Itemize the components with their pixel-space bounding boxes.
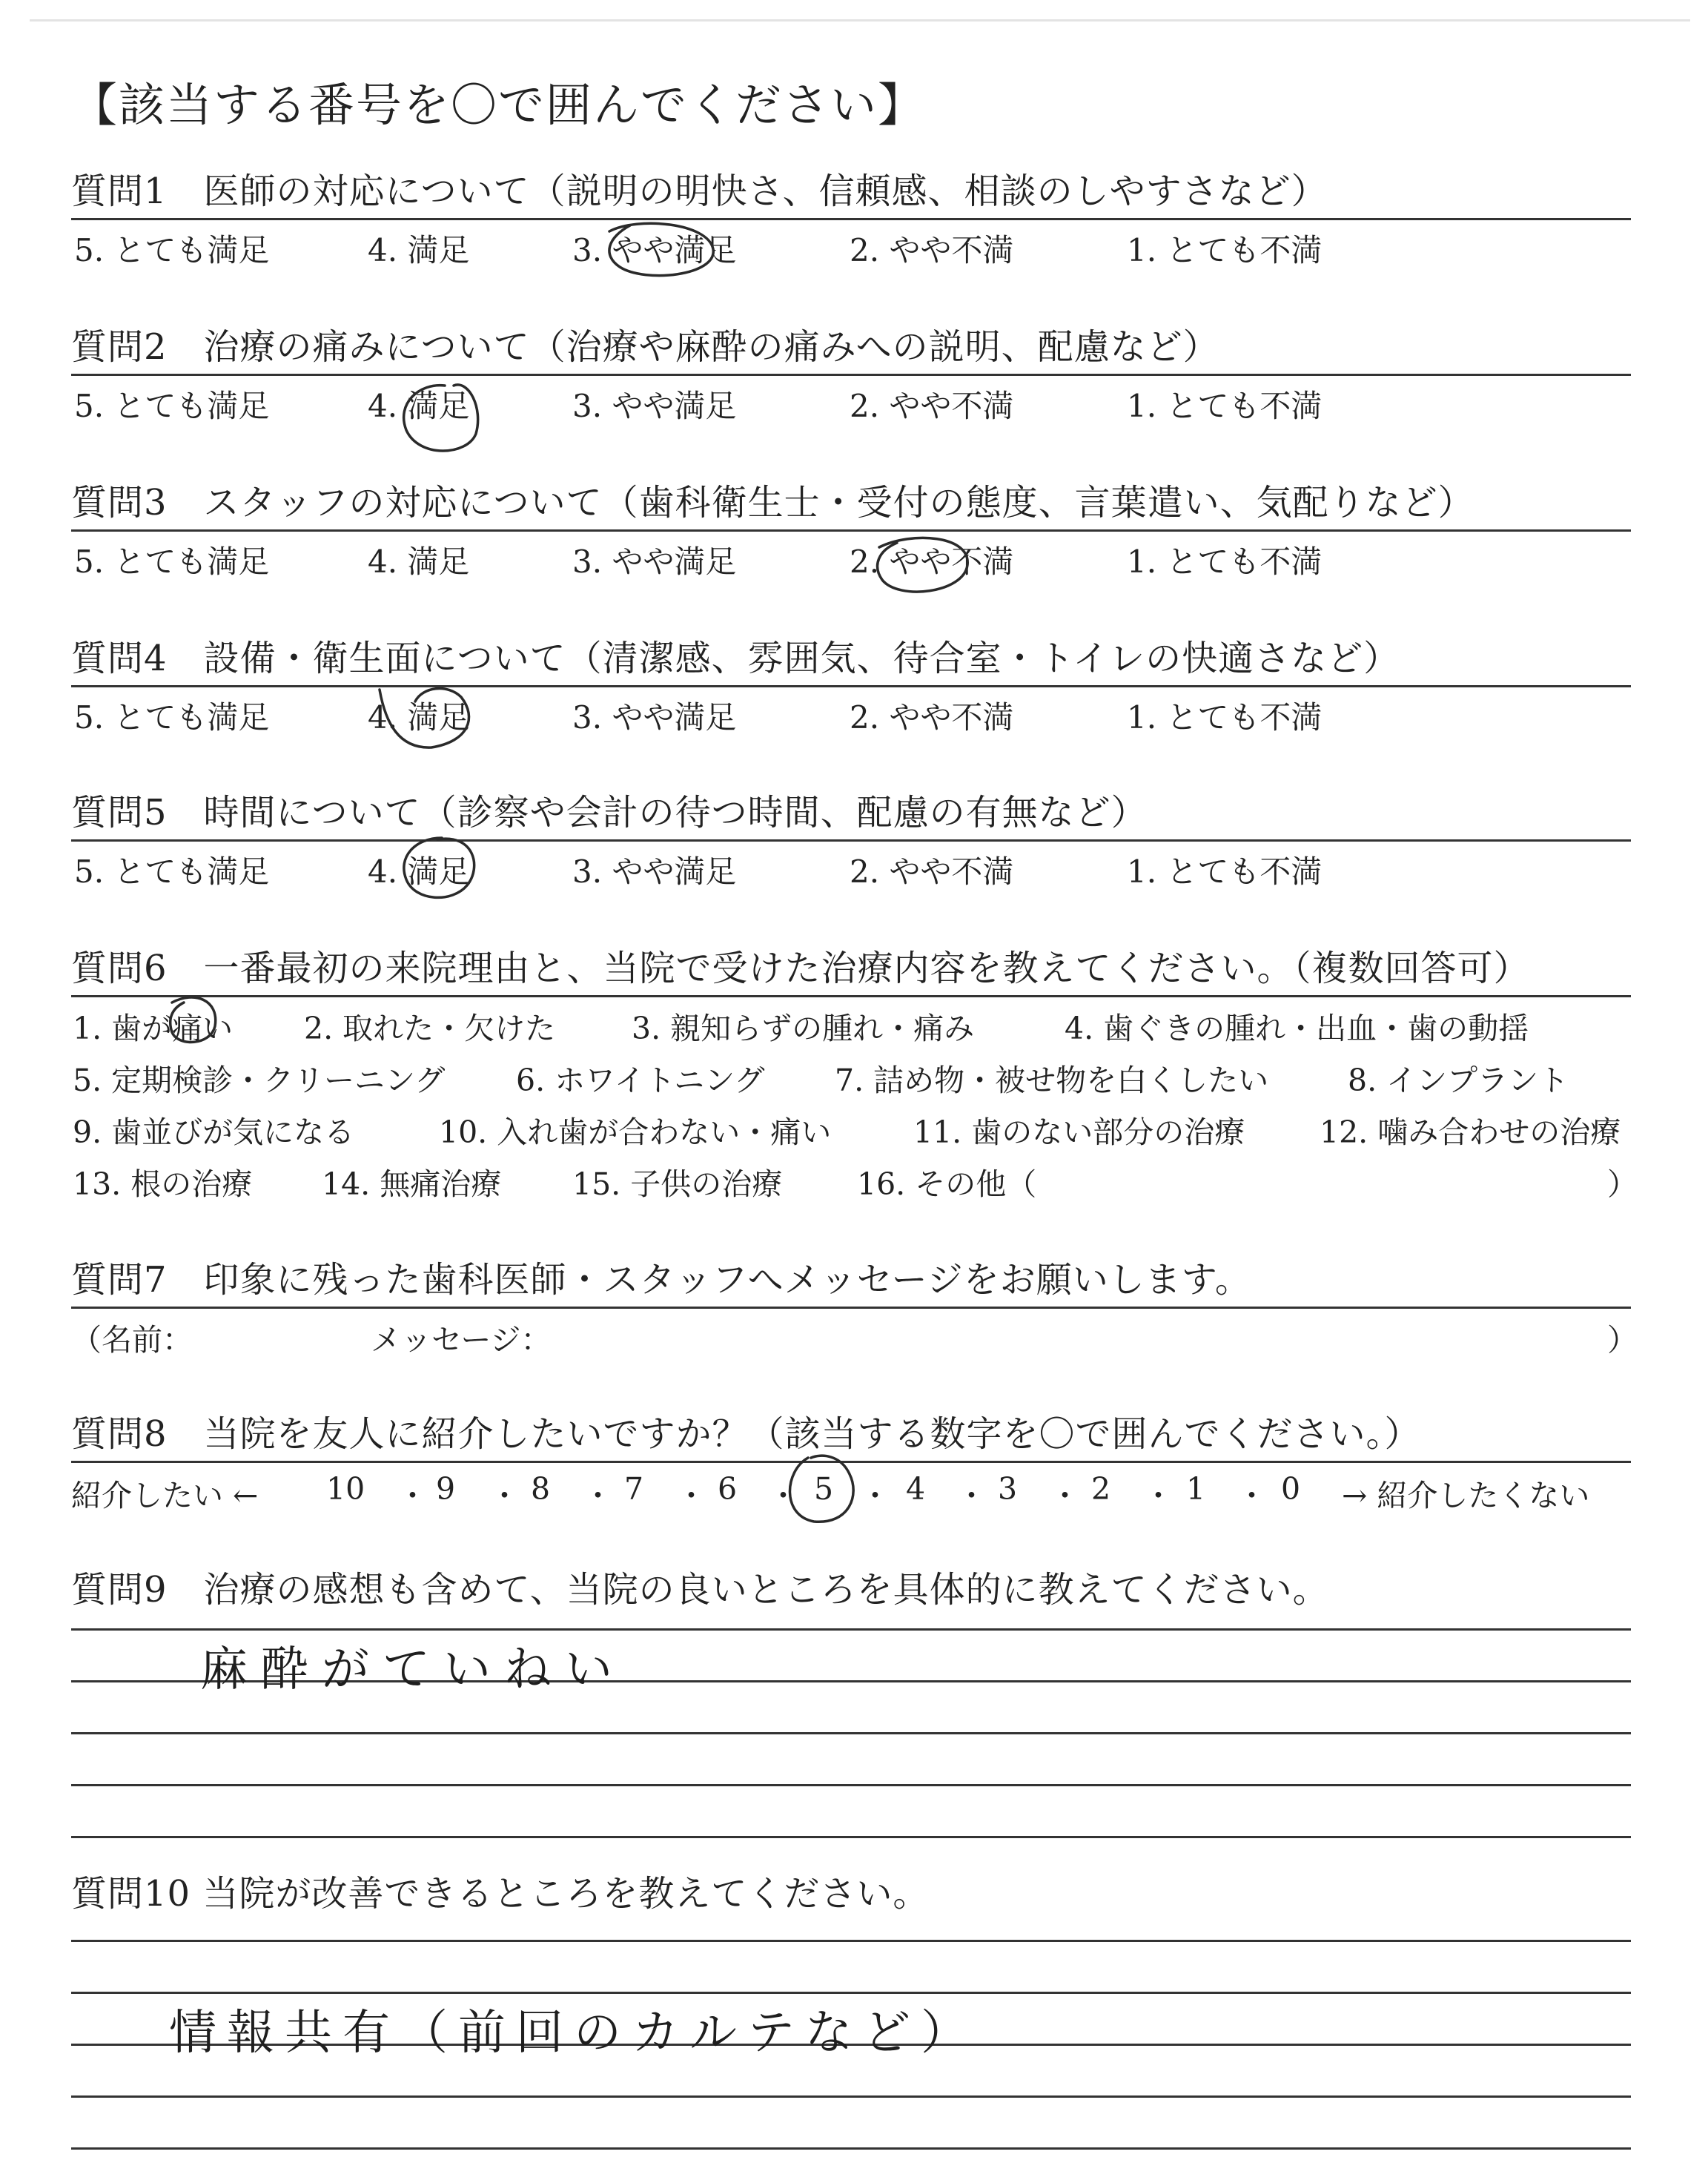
scale-dot: ・ [583,1478,613,1513]
option-3[interactable]: 3. やや満足 [572,232,737,268]
question-9-title: 質問9 治療の感想も含めて、当院の良いところを具体的に教えてください。 [71,1569,1329,1611]
choice-13[interactable]: 13. 根の治療 [73,1166,253,1202]
option-5[interactable]: 5. とても満足 [74,699,270,736]
choice-8[interactable]: 8. インプラント [1348,1063,1569,1098]
scale-6[interactable]: 6 [718,1471,738,1507]
question-2-title: 質問2 治療の痛みについて（治療や麻酔の痛みへの説明、配慮など） [71,325,1631,376]
option-4[interactable]: 4. 満足 [368,853,470,890]
scale-7[interactable]: 7 [624,1471,644,1507]
scale-dot: ・ [397,1478,428,1513]
scale-9[interactable]: 9 [436,1471,456,1507]
q4-selection-circle [380,689,469,748]
other-close-paren: ） [1607,1166,1638,1202]
scale-10[interactable]: 10 [326,1471,365,1507]
message-close-paren: ） [1607,1322,1638,1358]
scale-dot: ・ [676,1478,706,1513]
choice-14[interactable]: 14. 無痛治療 [322,1166,502,1202]
scale-4[interactable]: 4 [906,1471,926,1507]
choice-10[interactable]: 10. 入れ歯が合わない・痛い [439,1114,832,1150]
option-2[interactable]: 2. やや不満 [850,699,1014,736]
scale-dot: ・ [1143,1478,1174,1513]
q5-selection-circle [404,838,474,897]
scale-3[interactable]: 3 [998,1471,1018,1507]
scale-left-label: 紹介したい ← [71,1478,259,1513]
question-1-title: 質問1 医師の対応について（説明の明快さ、信頼感、相談のしやすさなど） [71,169,1631,220]
choice-12[interactable]: 12. 噛み合わせの治療 [1320,1114,1621,1150]
scale-1[interactable]: 1 [1186,1471,1206,1507]
scale-dot: ・ [489,1478,520,1513]
question-8-title: 質問8 当院を友人に紹介したいですか？（該当する数字を〇で囲んでください。） [71,1412,1631,1463]
choice-5[interactable]: 5. 定期検診・クリーニング [73,1063,446,1098]
option-5[interactable]: 5. とても満足 [74,544,270,580]
option-1[interactable]: 1. とても不満 [1127,232,1323,268]
choice-16-other[interactable]: 16. その他（ [857,1166,1037,1202]
option-1[interactable]: 1. とても不満 [1127,699,1323,736]
option-3[interactable]: 3. やや満足 [572,388,737,424]
scale-5[interactable]: 5 [814,1471,834,1507]
q2-selection-circle [404,385,478,451]
scale-dot: ・ [1050,1478,1080,1513]
scale-2[interactable]: 2 [1091,1471,1111,1507]
q1-selection-circle [609,223,713,275]
question-10-title: 質問10 当院が改善できるところを教えてください。 [71,1873,930,1915]
option-1[interactable]: 1. とても不満 [1127,853,1323,890]
choice-6[interactable]: 6. ホワイトニング [516,1063,765,1098]
option-1[interactable]: 1. とても不満 [1127,388,1323,424]
scale-8[interactable]: 8 [531,1471,551,1507]
option-2[interactable]: 2. やや不満 [850,853,1014,890]
scale-dot: ・ [768,1478,798,1513]
choice-15[interactable]: 15. 子供の治療 [572,1166,783,1202]
option-4[interactable]: 4. 満足 [368,544,470,580]
question-5-title: 質問5 時間について（診察や会計の待つ時間、配慮の有無など） [71,790,1631,842]
option-5[interactable]: 5. とても満足 [74,388,270,424]
question-3-title: 質問3 スタッフの対応について（歯科衛生士・受付の態度、言葉遣い、気配りなど） [71,480,1631,532]
option-5[interactable]: 5. とても満足 [74,853,270,890]
scale-0[interactable]: 0 [1281,1471,1301,1507]
option-1[interactable]: 1. とても不満 [1127,544,1323,580]
scale-right-label: → 紹介したくない [1342,1478,1590,1513]
option-2[interactable]: 2. やや不満 [850,544,1014,580]
option-4[interactable]: 4. 満足 [368,232,470,268]
option-5[interactable]: 5. とても満足 [74,232,270,268]
scale-dot: ・ [860,1478,890,1513]
q3-selection-circle [878,538,968,592]
q9-handwritten-answer[interactable]: 麻酔がていねい [200,1642,626,1697]
choice-3[interactable]: 3. 親知らずの腫れ・痛み [632,1011,975,1046]
option-2[interactable]: 2. やや不満 [850,232,1014,268]
name-label: （名前： [71,1322,193,1358]
option-2[interactable]: 2. やや不満 [850,388,1014,424]
q10-handwritten-answer[interactable]: 情報共有（前回のカルテなど） [169,2006,979,2061]
q6-selection-circle [171,997,216,1042]
choice-2[interactable]: 2. 取れた・欠けた [304,1011,556,1046]
choice-1[interactable]: 1. 歯が痛い [73,1011,234,1046]
choice-4[interactable]: 4. 歯ぐきの腫れ・出血・歯の動揺 [1065,1011,1529,1046]
question-4-title: 質問4 設備・衛生面について（清潔感、雰囲気、待合室・トイレの快適さなど） [71,636,1631,687]
scale-dot: ・ [956,1478,987,1513]
option-3[interactable]: 3. やや満足 [572,544,737,580]
choice-7[interactable]: 7. 詰め物・被せ物を白くしたい [835,1063,1269,1098]
option-4[interactable]: 4. 満足 [368,388,470,424]
question-6-title: 質問6 一番最初の来院理由と、当院で受けた治療内容を教えてください。（複数回答可） [71,946,1631,997]
question-7-title: 質問7 印象に残った歯科医師・スタッフへメッセージをお願いします。 [71,1258,1631,1309]
page-heading: 【該当する番号を〇で囲んでください】 [71,78,926,132]
message-label: メッセージ： [371,1322,552,1358]
option-4[interactable]: 4. 満足 [368,699,470,736]
option-3[interactable]: 3. やや満足 [572,699,737,736]
choice-9[interactable]: 9. 歯並びが気になる [73,1114,355,1150]
scale-dot: ・ [1237,1478,1267,1513]
option-3[interactable]: 3. やや満足 [572,853,737,890]
choice-11[interactable]: 11. 歯のない部分の治療 [913,1114,1245,1150]
q8-selection-circle [790,1456,853,1522]
